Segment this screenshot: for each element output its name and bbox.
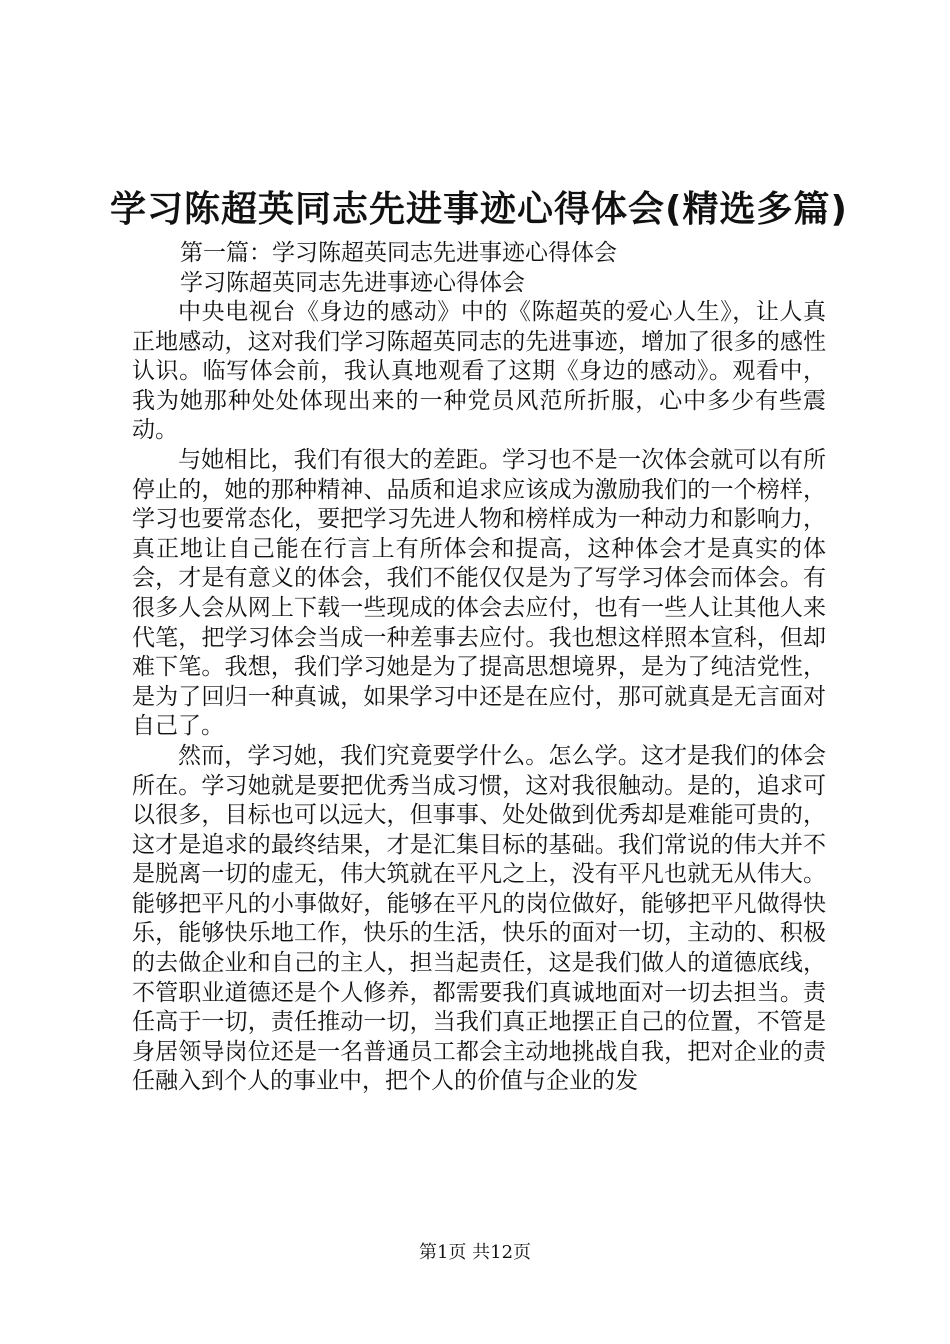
- document-title: 学习陈超英同志先进事迹心得体会(精选多篇): [110, 189, 848, 230]
- paragraph: 然而，学习她，我们究竟要学什么。怎么学。这才是我们的体会所在。学习她就是要把优秀当成习惯，这对我很触动。是的，追求可以很多，目标也可以远大，但事事、处处做到优秀却是难能可贵的，这才是追求的最终结果，才是汇集目标的基础。我们常说的伟大并不是脱离一切的虚无，伟大筑就在平凡之上，没有平凡也就无从伟大。能够把平凡的小事做好，能够在平凡的岗位做好，能够把平凡做得快乐，能够快乐地工作，快乐的生活，快乐的面对一切，主动的、积极的去做企业和自己的主人，担当起责任，这是我们做人的道德底线，不管职业道德还是个人修养，都需要我们真诚地面对一切去担当。责任高于一切，责任推动一切，当我们真正地摆正自己的位置，不管是身居领导岗位还是一名普通员工都会主动地挑战自我，把对企业的责任融入到个人的事业中，把个人的价值与企业的发: [132, 742, 826, 1095]
- section-heading: 第一篇：学习陈超英同志先进事迹心得体会: [180, 240, 617, 266]
- page-indicator: 第1页 共12页: [418, 1242, 532, 1263]
- paragraph: 与她相比，我们有很大的差距。学习也不是一次体会就可以有所停止的，她的那种精神、品质和追求应该成为激励我们的一个榜样，学习也要常态化，要把学习先进人物和榜样成为一种动力和影响力，真正地让自己能在行言上有所体会和提高，这种体会才是真实的体会，才是有意义的体会，我们不能仅仅是为了写学习体会而体会。有很多人会从网上下载一些现成的体会去应付，也有一些人让其他人来代笔，把学习体会当成一种差事去应付。我也想这样照本宣科，但却难下笔。我想，我们学习她是为了提高思想境界，是为了纯洁党性，是为了回归一种真诚，如果学习中还是在应付，那可就真是无言面对自己了。: [132, 446, 826, 740]
- paragraph: 中央电视台《身边的感动》中的《陈超英的爱心人生》，让人真正地感动，这对我们学习陈超英同志的先进事迹，增加了很多的感性认识。临写体会前，我认真地观看了这期《身边的感动》。观看中，我为她那种处处体现出来的一种党员风范所折服，心中多少有些震动。: [132, 299, 826, 444]
- article-title: 学习陈超英同志先进事迹心得体会: [180, 270, 525, 296]
- article-body: [132, 298, 826, 1097]
